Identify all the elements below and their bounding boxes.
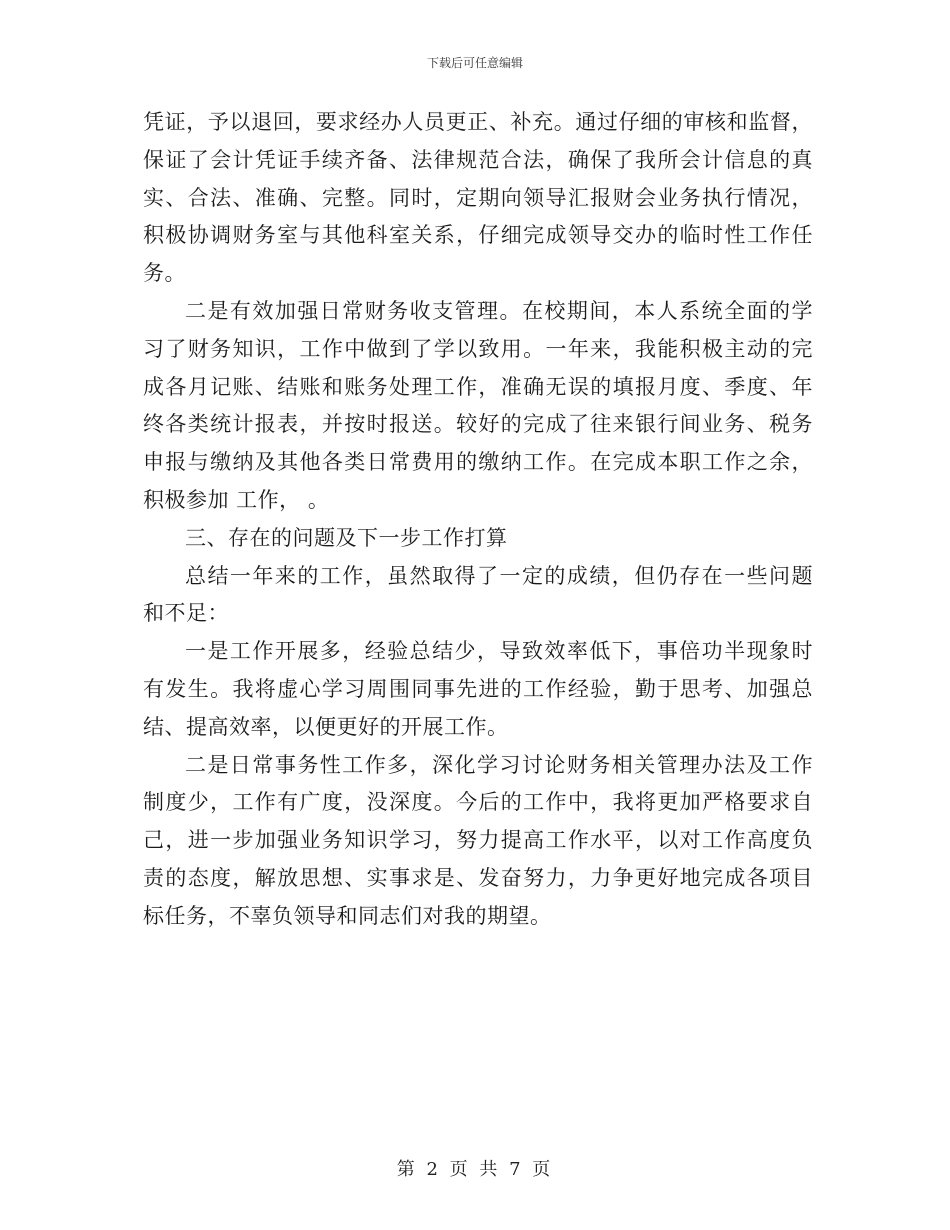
text-line: 标任务，不辜负领导和同志们对我的期望。 xyxy=(143,903,552,928)
page-number: 第 2 页 共 7 页 xyxy=(396,1159,554,1180)
text-line: 责的态度，解放思想、实事求是、发奋努力，力争更好地完成各项目 xyxy=(143,865,813,890)
text-line: 制度少，工作有广度，没深度。今后的工作中，我将更加严格要求自 xyxy=(143,790,813,815)
paragraph-first-line: 二是有效加强日常财务收支管理。在校期间，本人系统全面的学 xyxy=(185,298,813,323)
text-line: 保证了会计凭证手续齐备、法律规范合法，确保了我所会计信息的真 xyxy=(143,147,813,172)
text-line: 积极协调财务室与其他科室关系，仔细完成领导交办的临时性工作任 xyxy=(143,223,813,248)
text-line: 有发生。我将虚心学习周围同事先进的工作经验，勤于思考、加强总 xyxy=(143,676,813,701)
paragraph-first-line: 总结一年来的工作，虽然取得了一定的成绩，但仍存在一些问题 xyxy=(185,563,813,588)
page-header: 下载后可任意编辑 xyxy=(426,56,523,70)
text-line: 终各类统计报表，并按时报送。较好的完成了往来银行间业务、税务 xyxy=(143,412,813,437)
document-body xyxy=(143,104,813,936)
text-line: 习了财务知识，工作中做到了学以致用。一年来，我能积极主动的完 xyxy=(143,336,813,361)
text-line: 务。 xyxy=(143,261,186,286)
text-line: 结、提高效率，以便更好的开展工作。 xyxy=(143,714,509,739)
text-line: 己，进一步加强业务知识学习，努力提高工作水平，以对工作高度负 xyxy=(143,828,813,853)
text-line: 凭证，予以退回，要求经办人员更正、补充。通过仔细的审核和监督， xyxy=(143,110,813,134)
text-line: 积极参加 工作， 。 xyxy=(143,487,330,512)
text-line: 成各月记账、结账和账务处理工作，准确无误的填报月度、季度、年 xyxy=(143,374,813,399)
text-line: 和不足： xyxy=(143,601,229,626)
text-line: 实、合法、准确、完整。同时，定期向领导汇报财会业务执行情况， xyxy=(143,185,813,210)
text-line: 申报与缴纳及其他各类日常费用的缴纳工作。在完成本职工作之余， xyxy=(143,450,813,475)
section-heading: 三、存在的问题及下一步工作打算 xyxy=(185,525,508,550)
paragraph-first-line: 一是工作开展多，经验总结少，导致效率低下，事倍功半现象时 xyxy=(185,639,813,664)
paragraph-first-line: 二是日常事务性工作多，深化学习讨论财务相关管理办法及工作 xyxy=(185,752,813,777)
